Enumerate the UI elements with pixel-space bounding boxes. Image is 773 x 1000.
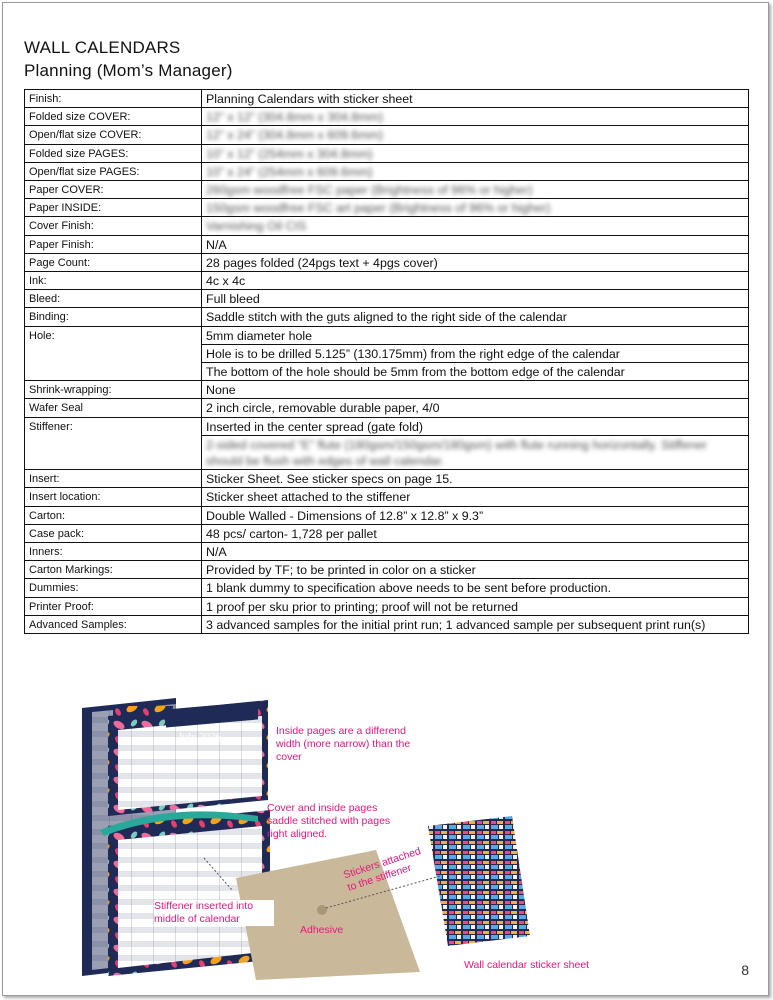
spec-row xyxy=(25,217,749,235)
spec-row xyxy=(25,308,749,326)
spec-value xyxy=(202,488,749,506)
spec-label: Paper INSIDE: xyxy=(25,199,202,217)
spec-row xyxy=(25,326,749,344)
spec-row xyxy=(25,597,749,615)
spec-label: Insert location: xyxy=(25,488,202,506)
spec-row xyxy=(25,162,749,180)
spec-row xyxy=(25,272,749,290)
spec-label: Bleed: xyxy=(25,290,202,308)
spec-label: Paper Finish: xyxy=(25,235,202,253)
spec-row xyxy=(25,470,749,488)
sticker-sheet xyxy=(428,816,530,946)
spec-label: Insert: xyxy=(25,470,202,488)
spec-label: Inners: xyxy=(25,543,202,561)
spec-label: Hole: xyxy=(25,326,202,381)
annotation-saddle-stitch: Cover and inside pages saddle stitched with pages right aligned. xyxy=(267,802,391,840)
spec-value xyxy=(202,506,749,524)
spec-value xyxy=(202,90,749,108)
spec-value xyxy=(202,108,749,126)
spec-label: Stiffener: xyxy=(25,417,202,470)
spec-value-text: N/A xyxy=(206,237,227,252)
spec-value xyxy=(202,253,749,271)
spec-value xyxy=(202,597,749,615)
spec-value xyxy=(202,543,749,561)
spec-row xyxy=(25,235,749,253)
spec-value-text: 3 advanced samples for the initial print run; 1 advanced sample per subsequent print run(s) xyxy=(206,617,706,632)
spec-row xyxy=(25,126,749,144)
spec-row xyxy=(25,543,749,561)
annotation-sticker-sheet: Wall calendar sticker sheet xyxy=(464,959,590,971)
spec-value xyxy=(202,272,749,290)
spec-value-text: 12” x 24” (304.8mm x 609.6mm) xyxy=(206,128,383,143)
spec-value-text: Planning Calendars with sticker sheet xyxy=(206,92,413,106)
spec-value-text: 1 proof per sku prior to printing; proof will not be returned xyxy=(206,599,518,614)
spec-value xyxy=(202,417,749,435)
spec-value-text: 5mm diameter hole xyxy=(206,328,313,343)
spec-label: Carton: xyxy=(25,506,202,524)
spec-value-text: 150gsm woodfree FSC art paper (Brightness of 96% or higher) xyxy=(206,201,551,216)
spec-value-text: 12” x 12” (304.8mm x 304.8mm) xyxy=(206,110,383,125)
spec-value xyxy=(202,217,749,235)
spec-label: Advanced Samples: xyxy=(25,615,202,633)
spec-value-text: 260gsm woodfree FSC paper (Brightness of 96% or higher) xyxy=(206,183,533,198)
spec-row xyxy=(25,90,749,108)
spec-value xyxy=(202,290,749,308)
annotation-adhesive: Adhesive xyxy=(300,924,344,936)
spec-value xyxy=(202,308,749,326)
spec-value xyxy=(202,381,749,399)
spec-value-text: 10” x 12” (254mm x 304.8mm) xyxy=(206,146,373,161)
spec-label: Carton Markings: xyxy=(25,561,202,579)
spec-value xyxy=(202,326,749,344)
spec-row xyxy=(25,506,749,524)
spec-row xyxy=(25,579,749,597)
spec-label: Paper COVER: xyxy=(25,181,202,199)
spec-value xyxy=(202,435,749,469)
spec-value-text: The bottom of the hole should be 5mm from the bottom edge of the calendar xyxy=(206,365,625,380)
calendar-pages xyxy=(108,700,270,976)
spec-value xyxy=(202,470,749,488)
spec-label: Printer Proof: xyxy=(25,597,202,615)
spec-label: Finish: xyxy=(25,90,202,108)
spec-value-text: Provided by TF; to be printed in color on a sticker xyxy=(206,563,476,578)
spec-value xyxy=(202,399,749,417)
spec-value xyxy=(202,162,749,180)
spec-row xyxy=(25,181,749,199)
spec-value xyxy=(202,126,749,144)
spec-row xyxy=(25,253,749,271)
spec-row xyxy=(25,561,749,579)
spec-value-text: 2 inch circle, removable durable paper, 4/0 xyxy=(206,401,440,416)
spec-row xyxy=(25,615,749,633)
calendar-illustration xyxy=(0,690,773,990)
spec-row xyxy=(25,199,749,217)
spec-row xyxy=(25,381,749,399)
spec-value xyxy=(202,561,749,579)
annotation-stiffener: Stiffener inserted into middle of calendar xyxy=(154,900,274,926)
page-number: 8 xyxy=(741,962,749,978)
spec-row xyxy=(25,144,749,162)
spec-label: Open/flat size COVER: xyxy=(25,126,202,144)
spec-label: Open/flat size PAGES: xyxy=(25,162,202,180)
spec-row xyxy=(25,108,749,126)
spec-value-text: 1 blank dummy to specification above needs to be sent before production. xyxy=(206,581,612,596)
spec-label: Wafer Seal xyxy=(25,399,202,417)
spec-value xyxy=(202,144,749,162)
spec-value-text: None xyxy=(206,383,236,398)
spec-table-body xyxy=(25,90,749,634)
spec-value xyxy=(202,344,749,362)
spec-table xyxy=(24,89,749,634)
annotation-inside-pages: Inside pages are a differend width (more narrow) than the cover xyxy=(276,725,411,763)
spec-value-text: Sticker sheet attached to the stiffener xyxy=(206,490,411,505)
spec-value-text: Double Walled - Dimensions of 12.8” x 12.8” x 9.3” xyxy=(206,508,484,523)
spec-value-text: Varnishing Oil CIS xyxy=(206,219,307,234)
spec-label: Folded size PAGES: xyxy=(25,144,202,162)
spec-row xyxy=(25,524,749,542)
spec-value-text: 48 pcs/ carton- 1,728 per pallet xyxy=(206,526,377,541)
annotation-stickers: Stickers attached to the stiffener xyxy=(342,845,423,894)
spec-value xyxy=(202,579,749,597)
spec-value xyxy=(202,181,749,199)
spec-row xyxy=(25,399,749,417)
spec-value-text: N/A xyxy=(206,545,227,560)
spec-label: Case pack: xyxy=(25,524,202,542)
spec-value-text: Inserted in the center spread (gate fold) xyxy=(206,419,423,434)
spec-value xyxy=(202,363,749,381)
spec-row xyxy=(25,488,749,506)
spec-value-text: Full bleed xyxy=(206,292,260,307)
spec-label: Folded size COVER: xyxy=(25,108,202,126)
month-label: July 2026 xyxy=(178,731,222,743)
spec-value-text: Saddle stitch with the guts aligned to the right side of the calendar xyxy=(206,310,567,325)
spec-label: Binding: xyxy=(25,308,202,326)
spec-value-text: 10” x 24” (254mm x 609.6mm) xyxy=(206,164,373,179)
spec-value-text: Sticker Sheet. See sticker specs on page 15. xyxy=(206,472,453,487)
spec-label: Ink: xyxy=(25,272,202,290)
document-title: WALL CALENDARS xyxy=(24,38,181,57)
spec-value xyxy=(202,199,749,217)
spec-value xyxy=(202,235,749,253)
spec-value xyxy=(202,524,749,542)
spec-value xyxy=(202,615,749,633)
spec-row xyxy=(25,290,749,308)
spec-value-text: Hole is to be drilled 5.125” (130.175mm) from the right edge of the calendar xyxy=(206,346,620,361)
spec-label: Cover Finish: xyxy=(25,217,202,235)
spec-row xyxy=(25,417,749,435)
spec-value-text: 4c x 4c xyxy=(206,274,246,289)
spec-label: Shrink-wrapping: xyxy=(25,381,202,399)
spec-value-text: 28 pages folded (24pgs text + 4pgs cover) xyxy=(206,255,438,270)
adhesive-dot xyxy=(317,905,327,915)
spec-label: Dummies: xyxy=(25,579,202,597)
spec-label: Page Count: xyxy=(25,253,202,271)
document-subtitle: Planning (Mom’s Manager) xyxy=(24,61,233,80)
spec-value-text: 2-sided covered “E” flute (180gsm/150gsm/180gsm) with flute running horizontally. Stiffener should be flush with edges of wall calendar. xyxy=(206,437,707,469)
